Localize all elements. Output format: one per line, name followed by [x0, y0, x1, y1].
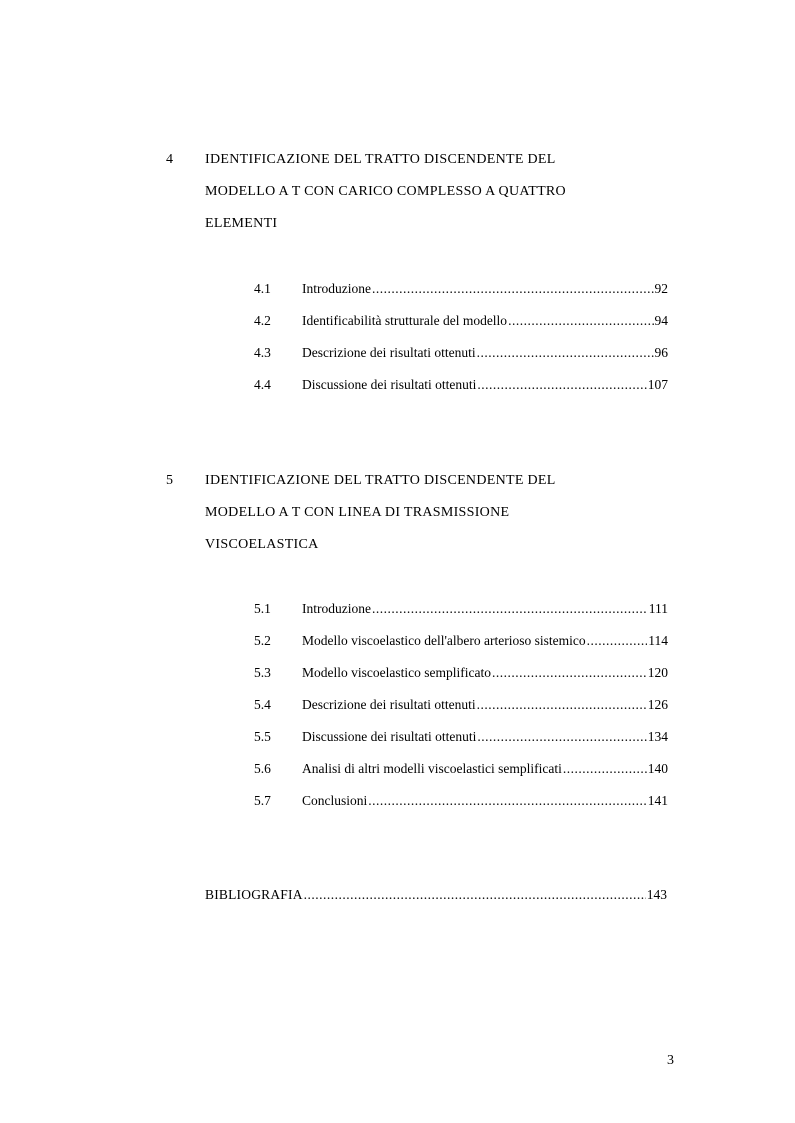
toc-entry[interactable]	[254, 665, 668, 685]
section-page: 141	[647, 793, 668, 808]
chapter-title-line-3: ELEMENTI	[205, 216, 278, 231]
section-number: 5.1	[254, 601, 271, 616]
dot-leader	[563, 761, 647, 777]
dot-leader	[508, 313, 653, 329]
toc-entry-bibliography[interactable]	[205, 887, 667, 903]
bibliography-page: 143	[646, 887, 667, 902]
toc-entry[interactable]	[254, 377, 668, 397]
section-title: Identificabilità strutturale del modello	[302, 313, 508, 328]
section-title: Discussione dei risultati ottenuti	[302, 729, 477, 744]
section-page: 126	[647, 697, 668, 712]
section-title: Introduzione	[302, 601, 371, 616]
section-title: Introduzione	[302, 281, 371, 296]
section-page: 94	[654, 313, 668, 328]
section-title: Discussione dei risultati ottenuti	[302, 377, 477, 392]
section-number: 4.2	[254, 313, 271, 328]
toc-entry[interactable]	[254, 793, 668, 813]
section-number: 4.3	[254, 345, 271, 360]
toc-entry[interactable]	[254, 601, 668, 621]
section-title: Modello viscoelastico dell'albero arterioso sistemico	[302, 633, 586, 648]
chapter-number: 4	[166, 152, 174, 167]
section-page: 120	[647, 665, 668, 680]
chapter-number: 5	[166, 473, 174, 488]
dot-leader	[368, 793, 646, 809]
chapter-title-line-2: MODELLO A T CON LINEA DI TRASMISSIONE	[205, 505, 510, 520]
section-number: 5.6	[254, 761, 271, 776]
dot-leader	[492, 665, 647, 681]
section-title: Modello viscoelastico semplificato	[302, 665, 491, 680]
toc-entry[interactable]	[254, 281, 668, 301]
chapter-title-line-2: MODELLO A T CON CARICO COMPLESSO A QUATTRO	[205, 184, 566, 199]
section-title: Analisi di altri modelli viscoelastici semplificati	[302, 761, 562, 776]
section-page: 92	[654, 281, 668, 296]
page-number: 3	[667, 1053, 674, 1068]
dot-leader	[477, 345, 654, 361]
section-page: 111	[648, 601, 668, 616]
section-number: 5.3	[254, 665, 271, 680]
section-title: Descrizione dei risultati ottenuti	[302, 345, 476, 360]
dot-leader	[304, 887, 646, 903]
section-title: Descrizione dei risultati ottenuti	[302, 697, 476, 712]
toc-entry[interactable]	[254, 633, 668, 653]
section-page: 134	[647, 729, 668, 744]
bibliography-title: BIBLIOGRAFIA	[205, 887, 303, 902]
toc-entry[interactable]	[254, 313, 668, 333]
toc-entry[interactable]	[254, 345, 668, 365]
dot-leader	[587, 633, 648, 649]
section-number: 5.5	[254, 729, 271, 744]
toc-entry[interactable]	[254, 761, 668, 781]
section-number: 4.1	[254, 281, 271, 296]
section-number: 4.4	[254, 377, 271, 392]
dot-leader	[477, 377, 646, 393]
chapter-title-line-1: IDENTIFICAZIONE DEL TRATTO DISCENDENTE DEL	[205, 152, 556, 167]
section-number: 5.7	[254, 793, 271, 808]
toc-entry[interactable]	[254, 697, 668, 717]
dot-leader	[372, 281, 654, 297]
section-page: 96	[654, 345, 668, 360]
chapter-title-line-1: IDENTIFICAZIONE DEL TRATTO DISCENDENTE DEL	[205, 473, 556, 488]
toc-entry[interactable]	[254, 729, 668, 749]
section-number: 5.2	[254, 633, 271, 648]
section-page: 107	[647, 377, 668, 392]
section-title: Conclusioni	[302, 793, 368, 808]
chapter-title-line-3: VISCOELASTICA	[205, 537, 319, 552]
section-page: 114	[648, 633, 668, 648]
section-page: 140	[647, 761, 668, 776]
dot-leader	[477, 697, 647, 713]
dot-leader	[372, 601, 648, 617]
dot-leader	[477, 729, 646, 745]
section-number: 5.4	[254, 697, 271, 712]
